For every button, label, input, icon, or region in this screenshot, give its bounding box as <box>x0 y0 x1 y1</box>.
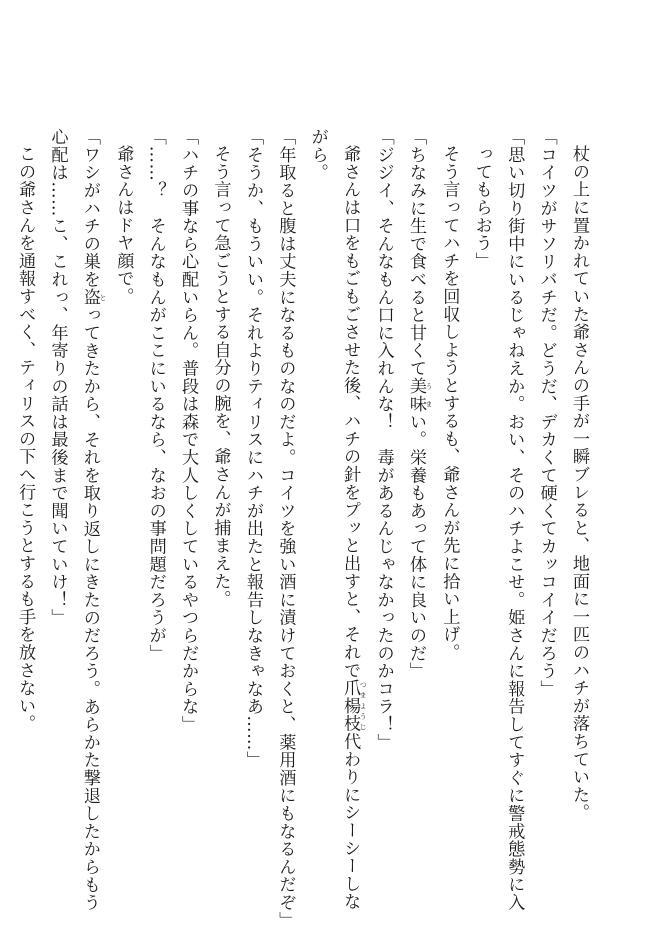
narration-continuation-line: がら。 <box>307 128 328 182</box>
dialogue-line: 「ハチの事なら心配いらん。普段は森で大人しくしているやつらだからな」 <box>178 128 199 734</box>
narration-line: そう言って急ごうとする自分の腕を、爺さんが捕まえた。 <box>210 145 231 608</box>
narration-line: この爺さんを通報すべく、ティリスの下へ行こうとするも手を放さない。 <box>15 145 36 733</box>
dialogue-line: 「ちなみに生で食べると甘くて美味 うまい。栄養もあって体に良いのだ」 <box>405 128 433 680</box>
vertical-text-body <box>15 128 595 929</box>
narration-line: そう言ってハチを回収しようとするも、爺さんが先に拾い上げ。 <box>439 145 460 662</box>
dialogue-line: 「思い切り街中にいるじゃねえか。おい、そのハチよこせ。姫さんに報告してすぐに警戒態勢に入 <box>504 128 525 912</box>
dialogue-line: 「そうか、もういい。それよりティリスにハチが出たと報告しなきゃなあ……」 <box>242 128 263 769</box>
dialogue-line: 「コイツがサソリバチだ。どうだ、デカくて硬くてカッコイイだろう」 <box>536 128 557 698</box>
furigana-ruby: 爪楊枝 つまようじ <box>340 679 368 733</box>
dialogue-line: 「ワシがハチの巣を盗 とってきたから、それを取り返しにきたのだろう。あらかた撃退したからもう <box>79 128 107 912</box>
dialogue-line: 「ジジイ、そんなもん口に入れんな！ 毒があるんじゃなかったのかコラ！」 <box>373 128 394 751</box>
dialogue-line: 「年取ると腹は丈夫になるものなのだよ。コイツを強い酒に漬けておくと、薬用酒にもなるんだぞ」 <box>275 128 296 929</box>
furigana-ruby: 美味 うま <box>405 377 433 413</box>
narration-line: 爺さんは口をもごもごさせた後、ハチの針をプッと出すと、それで爪楊枝 つまようじ代わりにシーシーしな <box>340 145 368 911</box>
narration-line: 杖の上に置かれていた爺さんの手が一瞬ブレると、地面に一匹のハチが落ちていた。 <box>569 145 589 822</box>
narration-line: 爺さんはドヤ顔で。 <box>113 145 134 306</box>
dialogue-continuation-line: 心配は……こ、これっ、年寄りの話は最後まで聞いていけ！」 <box>47 128 68 627</box>
furigana-ruby: 盗 と <box>79 288 107 307</box>
dialogue-continuation-line: ってもらおう」 <box>471 145 492 270</box>
dialogue-line: 「……？ そんなもんがここにいるなら、なおの事問題だろうが」 <box>145 128 166 662</box>
